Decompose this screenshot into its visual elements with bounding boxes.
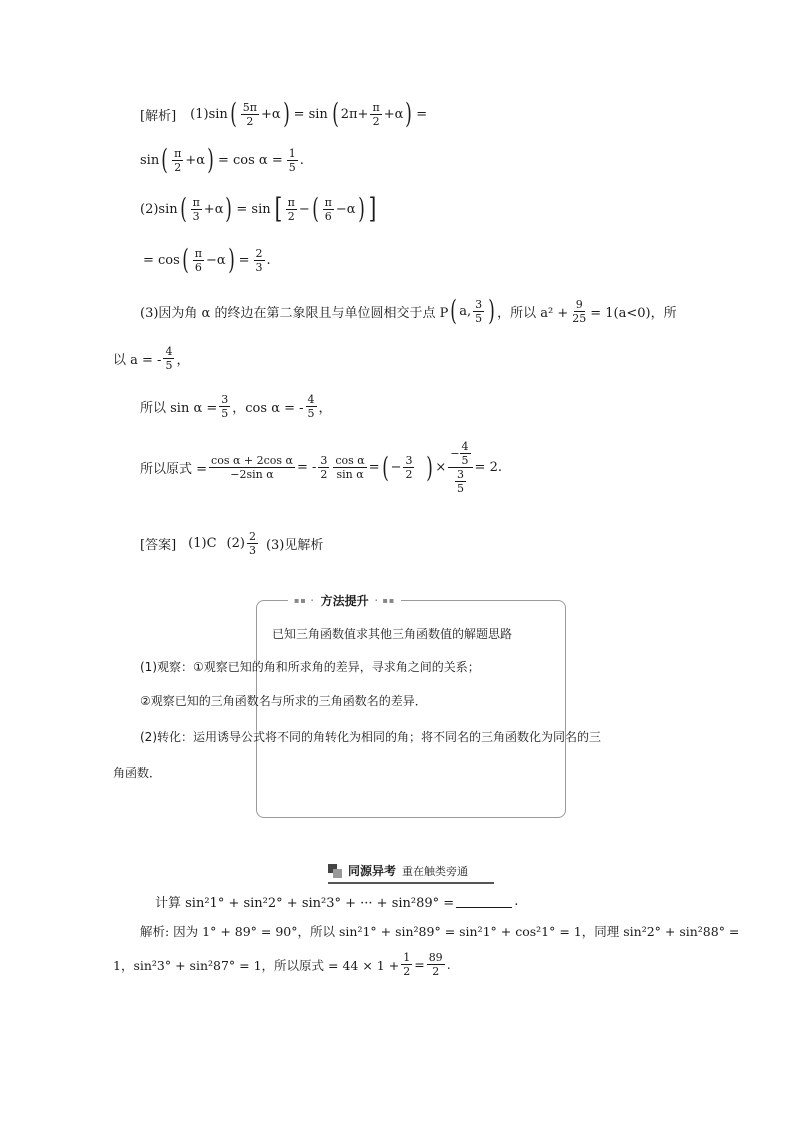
fraction: $\frac{\pi}{2}$ — [287, 195, 295, 223]
expr-text: (1)sin — [190, 106, 228, 122]
expr-text: × — [435, 460, 447, 475]
fraction: $\frac{3}{5}$ — [221, 393, 229, 420]
fraction: $\frac{4}{5}$ — [165, 345, 173, 372]
expr-text: +α — [383, 106, 404, 122]
answer-part-3: (3)见解析 — [265, 538, 324, 553]
expr-text: = 1(a<0)，所 — [590, 305, 677, 321]
analysis-line-3: (2)sin ( $\frac{\pi}{3}$ +α ) = sin [ $\frac{\pi}{2}$ − ( $\frac{\pi}{6}$ −α ) ] — [140, 192, 376, 225]
expr-text: 所以原式 = — [140, 462, 208, 477]
expr-text: +α — [185, 152, 206, 168]
expr-text: 2π+ — [340, 106, 369, 122]
expr-text: = - — [296, 460, 317, 475]
analysis-line-1: [解析] (1)sin ( $\frac{5\pi}{2}$ +α ) = sin ( 2π+ $\frac{\pi}{2}$ +α ) = — [140, 97, 428, 130]
expr-text: (3)因为角 α 的终边在第二象限且与单位圆相交于点 P — [140, 305, 449, 321]
method-title: ▪▪ · 方法提升 · ▪▪ — [288, 592, 401, 609]
expr-text: = 2. — [474, 460, 502, 475]
expr-text: −α — [205, 252, 226, 268]
analysis-line-8: 所以原式 = $\frac{\text{cos α + 2cos α}}{\text{−2sin α}}$ = - $\frac{3}{2}$ $\frac{\text{cos α}}{\text{sin α}}$ = ( − $\frac{3}{2}$ ) × − $\frac{4}{5}$ $\frac{3}{5}$ = 2. — [140, 440, 502, 495]
fraction: $\frac{5\pi}{2}$ — [242, 100, 257, 128]
fraction: $\frac{1}{5}$ — [288, 146, 296, 174]
expr-text: = — [238, 252, 250, 268]
expr-text: ，cos α = - — [232, 401, 304, 416]
expr-text: 以 a = - — [113, 353, 162, 368]
fraction: $\frac{3}{2}$ — [405, 454, 413, 481]
expr-text: = sin — [236, 201, 271, 217]
expr-text: = sin — [293, 106, 328, 122]
expr-text: sin — [140, 152, 160, 168]
expr-text: = cos α = — [217, 152, 283, 168]
answer-label: [答案] — [140, 538, 177, 553]
fraction: $\frac{\pi}{6}$ — [194, 246, 202, 274]
method-item-3b: 角函数． — [113, 766, 162, 780]
expr-text: (2)sin — [140, 201, 178, 217]
expr-text: ，所以 a² + — [497, 305, 569, 321]
expr-text: . — [266, 252, 271, 268]
expr-text: . — [299, 152, 304, 168]
fraction: $\frac{\pi}{2}$ — [174, 146, 182, 174]
fraction: $\frac{\pi}{3}$ — [192, 195, 200, 223]
expr-text: +α — [203, 201, 224, 217]
fraction: $\frac{89}{2}$ — [428, 951, 443, 978]
expr-text: = — [368, 460, 380, 475]
fraction: $\frac{3}{2}$ — [320, 454, 328, 481]
expr-text: ， — [176, 353, 190, 368]
exercise-solution-2: 1，sin²3° + sin²87° = 1，所以原式 = 44 × 1 + $\frac{1}{2}$ = $\frac{89}{2}$ . — [113, 951, 451, 978]
square-icon — [328, 864, 342, 878]
fraction: $\frac{2}{3}$ — [248, 530, 256, 557]
analysis-label: [解析] — [140, 108, 177, 124]
answer-part-1: (1)C — [188, 536, 217, 551]
answer-blank[interactable] — [456, 895, 512, 908]
expr-text: − — [390, 460, 402, 475]
exercise-question: 计算 sin²1° + sin²2° + sin²3° + ··· + sin²89° = . — [155, 894, 519, 911]
fraction: $\frac{\pi}{6}$ — [324, 195, 332, 223]
expr-text: 所以 sin α = — [140, 401, 218, 416]
analysis-line-4: = cos ( $\frac{\pi}{6}$ −α ) = $\frac{2}{3}$ . — [143, 243, 271, 276]
method-item-1: (1)观察：①观察已知的角和所求角的差异，寻求角之间的关系； — [140, 660, 480, 674]
exercise-solution-1: 解析: 因为 1° + 89° = 90°，所以 sin²1° + sin²89° = sin²1° + cos²1° = 1，同理 sin²2° + sin²88° = — [140, 924, 740, 939]
fraction: $\frac{3}{5}$ — [475, 297, 483, 325]
fraction: $\frac{2}{3}$ — [255, 246, 263, 274]
analysis-line-6 — [113, 345, 189, 372]
fraction: $\frac{1}{2}$ — [403, 951, 411, 978]
answer-line — [140, 530, 323, 557]
method-item-3a: (2)转化：运用诱导公式将不同的角转化为相同的角；将不同名的三角函数化为同名的三 — [140, 730, 602, 744]
fraction: $\frac{\text{cos α + 2cos α}}{\text{−2sin α}}$ — [211, 454, 293, 481]
expr-text: +α — [260, 106, 281, 122]
exercise-header — [328, 862, 494, 884]
fraction: $\frac{9}{25}$ — [572, 297, 587, 325]
exercise-title: 同源异考 — [348, 864, 397, 878]
exercise-subtitle: 重在触类旁通 — [402, 864, 469, 878]
fraction: $\frac{\text{cos α}}{\text{sin α}}$ — [335, 454, 365, 481]
fraction: $\frac{\pi}{2}$ — [372, 100, 380, 128]
analysis-line-7 — [140, 393, 332, 420]
expr-text: a, — [459, 303, 472, 319]
answer-part-2: (2) — [226, 536, 245, 551]
compound-fraction: − $\frac{4}{5}$ $\frac{3}{5}$ — [448, 440, 472, 495]
expr-text: = cos — [143, 252, 180, 268]
expr-text: −α — [335, 201, 356, 217]
fraction: $\frac{4}{5}$ — [307, 393, 315, 420]
expr-text: − — [298, 201, 310, 217]
expr-text: = — [416, 106, 428, 122]
method-item-2: ②观察已知的三角函数名与所求的三角函数名的差异． — [140, 694, 427, 708]
analysis-line-2: sin ( $\frac{\pi}{2}$ +α ) = cos α = $\frac{1}{5}$ . — [140, 143, 304, 176]
expr-text: ， — [318, 401, 332, 416]
analysis-line-5: (3)因为角 α 的终边在第二象限且与单位圆相交于点 P ( a, $\frac{3}{5}$ ) ，所以 a² + $\frac{9}{25}$ = 1(a<0)，所 — [140, 294, 677, 327]
method-heading: 已知三角函数值求其他三角函数值的解题思路 — [272, 627, 513, 641]
